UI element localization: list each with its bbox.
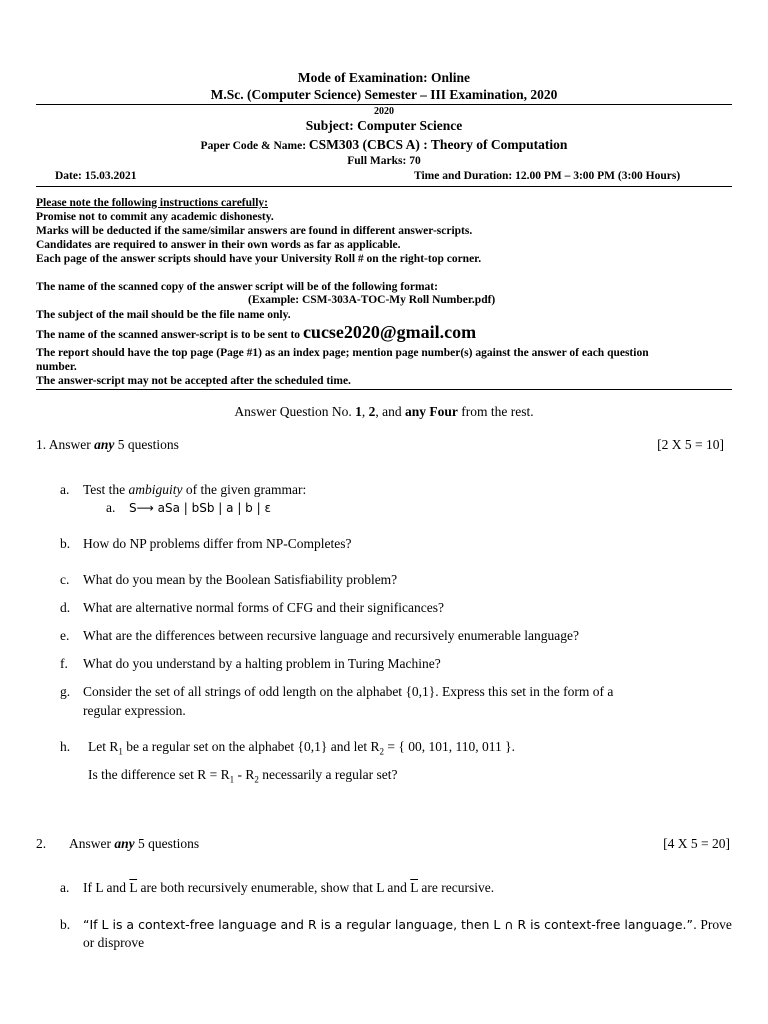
- q2a-post: are recursive.: [418, 880, 495, 895]
- exam-year: 2020: [374, 106, 394, 117]
- l-complement: $\overline{L}$: [129, 880, 138, 895]
- instructions-rule: [36, 389, 732, 390]
- answer-instr-any-four: any Four: [405, 404, 458, 419]
- exam-mode: Mode of Examination: Online: [297, 70, 471, 85]
- answer-instr-q1: 1: [355, 404, 362, 419]
- q1a-post: of the given grammar:: [182, 482, 307, 497]
- q1a-pre: Test the: [83, 482, 129, 497]
- q1-letter-a: a.: [60, 482, 70, 497]
- answer-instruction: [0, 404, 768, 420]
- instruction-line: Each page of the answer scripts should have your University Roll # on the right-top corner.: [36, 253, 482, 265]
- full-marks: Full Marks: 70: [347, 155, 421, 167]
- instruction-line: Promise not to commit any academic dishonesty.: [36, 211, 274, 223]
- mail-subject-line: The subject of the mail should be the file name only.: [36, 309, 291, 321]
- q1-letter-f: f.: [60, 656, 68, 671]
- send-prefix: The name of the scanned answer-script is to be sent to: [36, 329, 303, 341]
- q1-letter-e: e.: [60, 628, 70, 643]
- q1a-emphasis: ambiguity: [128, 482, 183, 497]
- exam-date: Date: 15.03.2021: [55, 170, 137, 182]
- paper-code: CSM303 (CBCS A) : Theory of Computation: [308, 137, 568, 152]
- answer-instr-text: Answer Question No.: [234, 404, 356, 419]
- q2-count: 5 questions: [134, 836, 200, 851]
- answer-instr-q2: 2: [368, 404, 376, 419]
- q1h-sub: 1: [118, 746, 123, 757]
- q1-any: any: [94, 437, 115, 452]
- q1h-post: = { 00, 101, 110, 011 }.: [384, 739, 515, 754]
- q2b-quote: “If L is a context-free language and R is a regular language, then L ∩ R is context-free language.”.: [83, 917, 697, 932]
- q1a-grammar: S⟶ aSa | bSb | a | b | ε: [129, 501, 271, 515]
- header-rule-2: [36, 186, 732, 187]
- q1h-text-cont: [88, 767, 398, 785]
- q1b-text: How do NP problems differ from NP-Completes?: [83, 536, 352, 551]
- instruction-line: Candidates are required to answer in their own words as far as applicable.: [36, 239, 401, 251]
- paper-code-prefix: Paper Code & Name:: [200, 140, 309, 152]
- q2a-text: [83, 880, 494, 896]
- q2-letter-a: a.: [60, 880, 70, 895]
- q1-letter-h: h.: [60, 739, 71, 754]
- q1-count: 5 questions: [114, 437, 179, 452]
- header-rule: [36, 104, 732, 105]
- q1d-text: What are alternative normal forms of CFG and their significances?: [83, 600, 444, 615]
- q1-number: 1. Answer: [36, 437, 95, 452]
- instructions-heading: Please note the following instructions carefully:: [36, 197, 268, 209]
- q2b-text: [83, 917, 732, 933]
- q1g-text-cont: regular expression.: [83, 703, 186, 718]
- q1f-text: What do you understand by a halting problem in Turing Machine?: [83, 656, 441, 671]
- q2a-pre: If L and: [83, 880, 130, 895]
- q1h-pre: Let R: [88, 739, 119, 754]
- exam-time: Time and Duration: 12.00 PM – 3:00 PM (3:00 Hours): [414, 170, 681, 182]
- email-address[interactable]: cucse2020@gmail.com: [302, 322, 477, 342]
- q2-marks: [4 X 5 = 20]: [663, 836, 730, 851]
- q2-letter-b: b.: [60, 917, 71, 932]
- q1-letter-c: c.: [60, 572, 70, 587]
- q1-heading: [36, 437, 179, 453]
- q1a-sub-label: a.: [106, 500, 116, 515]
- q1h2-mid: - R: [234, 767, 255, 782]
- answer-instr-sep: ,: [361, 404, 369, 419]
- q1-marks: [2 X 5 = 10]: [657, 437, 724, 452]
- q1-letter-b: b.: [60, 536, 71, 551]
- q1g-text: Consider the set of all strings of odd length on the alphabet {0,1}. Express this set in the form of a: [83, 684, 614, 699]
- q1h2-sub: 1: [229, 774, 235, 785]
- q1h-mid: be a regular set on the alphabet {0,1} and let R: [122, 739, 380, 754]
- format-example: (Example: CSM-303A-TOC-My Roll Number.pdf): [248, 294, 496, 306]
- exam-title: M.Sc. (Computer Science) Semester – III Examination, 2020: [210, 87, 558, 102]
- q2-answer-word: Answer: [69, 836, 115, 851]
- q2-any: any: [114, 836, 135, 851]
- q1h-sub: 2: [379, 746, 385, 757]
- q2b-text-cont: or disprove: [83, 935, 145, 950]
- q1e-text: What are the differences between recursive language and recursively enumerable language?: [83, 628, 579, 643]
- q1h-text: [88, 739, 515, 757]
- answer-instr-text: from the rest.: [457, 404, 534, 419]
- paper-code-line: [0, 136, 768, 154]
- format-line: The name of the scanned copy of the answer script will be of the following format:: [36, 281, 438, 293]
- send-line: [36, 322, 476, 343]
- answer-instr-text: , and: [375, 404, 405, 419]
- instruction-line: Marks will be deducted if the same/similar answers are found in different answer-scripts.: [36, 225, 473, 237]
- q1h2-pre: Is the difference set R = R: [88, 767, 230, 782]
- q2-number: 2.: [36, 836, 47, 851]
- l-complement: $\overline{L}$: [410, 880, 419, 895]
- q1-letter-g: g.: [60, 684, 71, 699]
- report-line: The report should have the top page (Page #1) as an index page; mention page number(s) against the answer of each question: [36, 347, 649, 359]
- q2-heading: [69, 836, 199, 852]
- q1a-text: [83, 482, 306, 498]
- subject-line: Subject: Computer Science: [305, 118, 463, 133]
- q2a-mid: are both recursively enumerable, show that L and: [137, 880, 411, 895]
- q1c-text: What do you mean by the Boolean Satisfiability problem?: [83, 572, 398, 587]
- report-line-cont: number.: [36, 361, 77, 373]
- late-line: The answer-script may not be accepted after the scheduled time.: [36, 375, 351, 387]
- q1h2-sub: 2: [254, 774, 259, 785]
- q2b-tail: Prove: [696, 917, 732, 932]
- q1-letter-d: d.: [60, 600, 71, 615]
- q1h2-post: necessarily a regular set?: [258, 767, 398, 782]
